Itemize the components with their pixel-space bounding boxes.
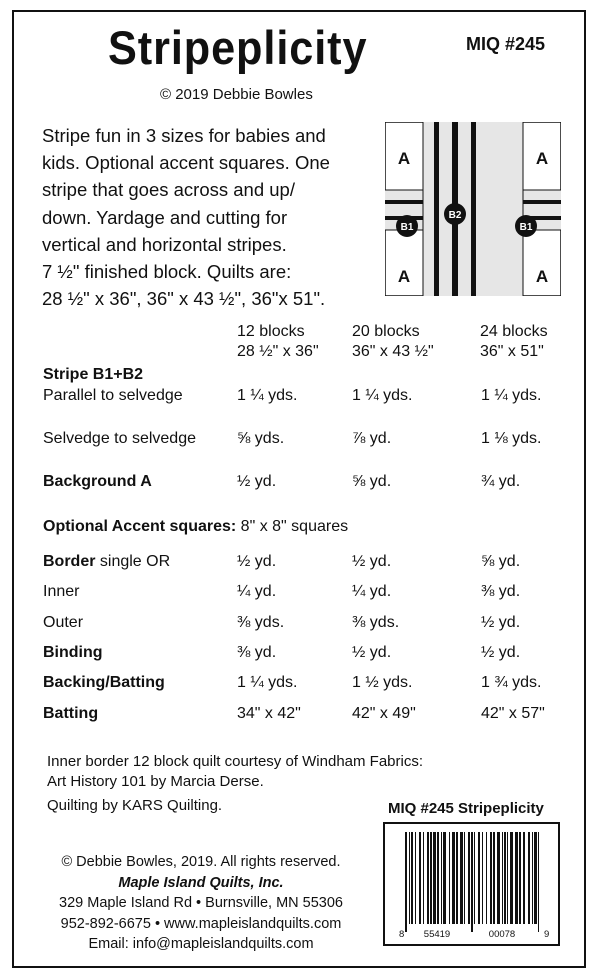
company-phone-web: 952-892-6675 • www.mapleislandquilts.com xyxy=(60,915,342,932)
copyright-line: © 2019 Debbie Bowles xyxy=(160,86,313,103)
contact-copyright: © Debbie Bowles, 2019. All rights reserved. xyxy=(61,854,341,870)
barcode-bar xyxy=(497,832,500,924)
column-header-12 xyxy=(237,322,319,362)
barcode-bar xyxy=(482,832,483,924)
description-line: down. Yardage and cutting for xyxy=(42,206,288,228)
barcode-bar xyxy=(415,832,416,924)
column-size: 36" x 51" xyxy=(480,343,544,360)
barcode-bar xyxy=(464,832,465,924)
barcode-bar xyxy=(468,832,470,924)
barcode-bar xyxy=(493,832,495,924)
barcode-bar xyxy=(405,832,407,932)
a-label-top-right: A xyxy=(535,149,549,168)
barcode-box xyxy=(383,822,560,946)
block-diagram xyxy=(385,122,561,296)
row-value: ½ yd. xyxy=(481,644,521,661)
pattern-title: Stripeplicity xyxy=(108,21,368,74)
company-address: 329 Maple Island Rd • Burnsville, MN 55306 xyxy=(59,895,343,911)
barcode-bar xyxy=(528,832,530,924)
row-value: ⅝ yd. xyxy=(481,553,521,570)
fabric-credit xyxy=(47,752,423,792)
barcode-bar xyxy=(504,832,506,924)
barcode-bar xyxy=(523,832,525,924)
company-email: Email: info@mapleislandquilts.com xyxy=(88,936,314,952)
column-blocks: 20 blocks xyxy=(352,323,420,340)
row-label-selvedge: Selvedge to selvedge xyxy=(43,430,196,447)
row-value: ¾ yd. xyxy=(481,473,521,490)
column-header-20 xyxy=(352,322,434,362)
pattern-number: MIQ #245 xyxy=(466,34,546,54)
barcode-bar xyxy=(507,832,508,924)
row-value: ⅞ yd. xyxy=(352,430,392,447)
row-value: 1 ¼ yds. xyxy=(481,387,542,404)
barcode-bar xyxy=(411,832,413,924)
column-blocks: 12 blocks xyxy=(237,323,305,340)
barcode-bar xyxy=(443,832,446,924)
barcode-bar xyxy=(452,832,455,924)
description xyxy=(42,122,382,312)
barcode-bar xyxy=(427,832,429,924)
row-value: ⅜ yds. xyxy=(352,614,400,631)
barcode-digit-first: 8 xyxy=(399,929,405,940)
column-header-24 xyxy=(480,322,548,362)
description-line: 7 ½" finished block. Quilts are: xyxy=(42,261,292,283)
row-label-background: Background A xyxy=(43,473,152,490)
row-value: 1 ¾ yds. xyxy=(481,674,542,691)
barcode-bar xyxy=(490,832,492,924)
barcode-bar xyxy=(510,832,513,924)
barcode-bar xyxy=(409,832,410,924)
border-label-rest: single OR xyxy=(95,553,171,570)
optional-detail: 8" x 8" squares xyxy=(236,518,349,535)
optional-accent-row xyxy=(43,518,348,536)
barcode-bar xyxy=(486,832,487,924)
border-label-bold: Border xyxy=(43,553,96,570)
row-value: ½ yd. xyxy=(352,644,392,661)
row-label-border xyxy=(43,553,170,571)
description-line: kids. Optional accent squares. One xyxy=(42,152,330,174)
row-label-parallel: Parallel to selvedge xyxy=(43,387,183,404)
barcode-bar xyxy=(460,832,463,924)
barcode-bar xyxy=(423,832,424,924)
stripe-heading: Stripe B1+B2 xyxy=(43,366,144,383)
row-label-binding: Binding xyxy=(43,644,103,661)
row-value: 1 ¼ yds. xyxy=(352,387,413,404)
contact-block xyxy=(40,852,362,955)
row-value: ¼ yd. xyxy=(237,583,277,600)
barcode-bar xyxy=(449,832,450,924)
row-label-inner: Inner xyxy=(43,583,80,600)
row-value: 1 ⅛ yds. xyxy=(481,430,542,447)
row-value: 34" x 42" xyxy=(237,705,301,722)
barcode-bar xyxy=(471,832,473,932)
barcode-bars xyxy=(405,832,539,932)
row-value: ¼ yd. xyxy=(352,583,392,600)
column-size: 28 ½" x 36" xyxy=(237,343,319,360)
row-label-outer: Outer xyxy=(43,614,84,631)
row-value: ⅜ yd. xyxy=(237,644,277,661)
barcode-bar xyxy=(433,832,436,924)
row-value: ⅝ yd. xyxy=(352,473,392,490)
row-label-backing: Backing/Batting xyxy=(43,674,165,691)
barcode-digit-check: 9 xyxy=(544,929,550,940)
barcode-bar xyxy=(534,832,537,924)
barcode-bar xyxy=(515,832,518,924)
barcode-bar xyxy=(430,832,432,924)
row-value: ½ yd. xyxy=(352,553,392,570)
quilting-credit: Quilting by KARS Quilting. xyxy=(47,797,223,814)
row-value: ½ yd. xyxy=(481,614,521,631)
row-value: 1 ¼ yds. xyxy=(237,387,298,404)
row-value: ½ yd. xyxy=(237,553,277,570)
bottom-pattern-label: MIQ #245 Stripeplicity xyxy=(388,800,544,817)
barcode-bar xyxy=(478,832,480,924)
description-line: stripe that goes across and up/ xyxy=(42,179,295,201)
barcode-bar xyxy=(456,832,458,924)
barcode-bar xyxy=(441,832,442,924)
description-line: 28 ½" x 36", 36" x 43 ½", 36"x 51". xyxy=(42,288,326,310)
a-label-bottom-left: A xyxy=(397,267,411,286)
row-value: 42" x 57" xyxy=(481,705,545,722)
b2-label: B2 xyxy=(448,210,462,221)
barcode-bar xyxy=(532,832,533,924)
barcode-bar xyxy=(502,832,503,924)
b1-left-label: B1 xyxy=(400,222,414,233)
b1-right-label: B1 xyxy=(519,222,533,233)
barcode xyxy=(385,824,558,944)
row-value: 1 ½ yds. xyxy=(352,674,413,691)
barcode-left-group: 55419 xyxy=(423,929,451,940)
row-value: ⅜ yd. xyxy=(481,583,521,600)
row-value: ⅝ yds. xyxy=(237,430,285,447)
description-line: Stripe fun in 3 sizes for babies and xyxy=(42,125,326,146)
column-size: 36" x 43 ½" xyxy=(352,343,434,360)
row-value: 42" x 49" xyxy=(352,705,416,722)
barcode-bar xyxy=(519,832,521,924)
description-line: vertical and horizontal stripes. xyxy=(42,233,287,255)
row-label-batting: Batting xyxy=(43,705,99,722)
optional-label: Optional Accent squares: xyxy=(43,518,237,535)
row-value: ⅜ yds. xyxy=(237,614,285,631)
a-label-bottom-right: A xyxy=(535,267,549,286)
barcode-bar xyxy=(419,832,421,924)
barcode-bar xyxy=(538,832,539,932)
row-value: 1 ¼ yds. xyxy=(237,674,298,691)
fabric-credit-line: Art History 101 by Marcia Derse. xyxy=(47,773,264,790)
fabric-credit-line: Inner border 12 block quilt courtesy of Windham Fabrics: xyxy=(47,753,424,770)
a-label-top-left: A xyxy=(397,149,411,168)
row-value: ½ yd. xyxy=(237,473,277,490)
barcode-right-group: 00078 xyxy=(488,929,516,940)
barcode-bar xyxy=(437,832,439,924)
column-blocks: 24 blocks xyxy=(480,323,548,340)
company-name: Maple Island Quilts, Inc. xyxy=(118,874,284,891)
barcode-bar xyxy=(474,832,475,924)
